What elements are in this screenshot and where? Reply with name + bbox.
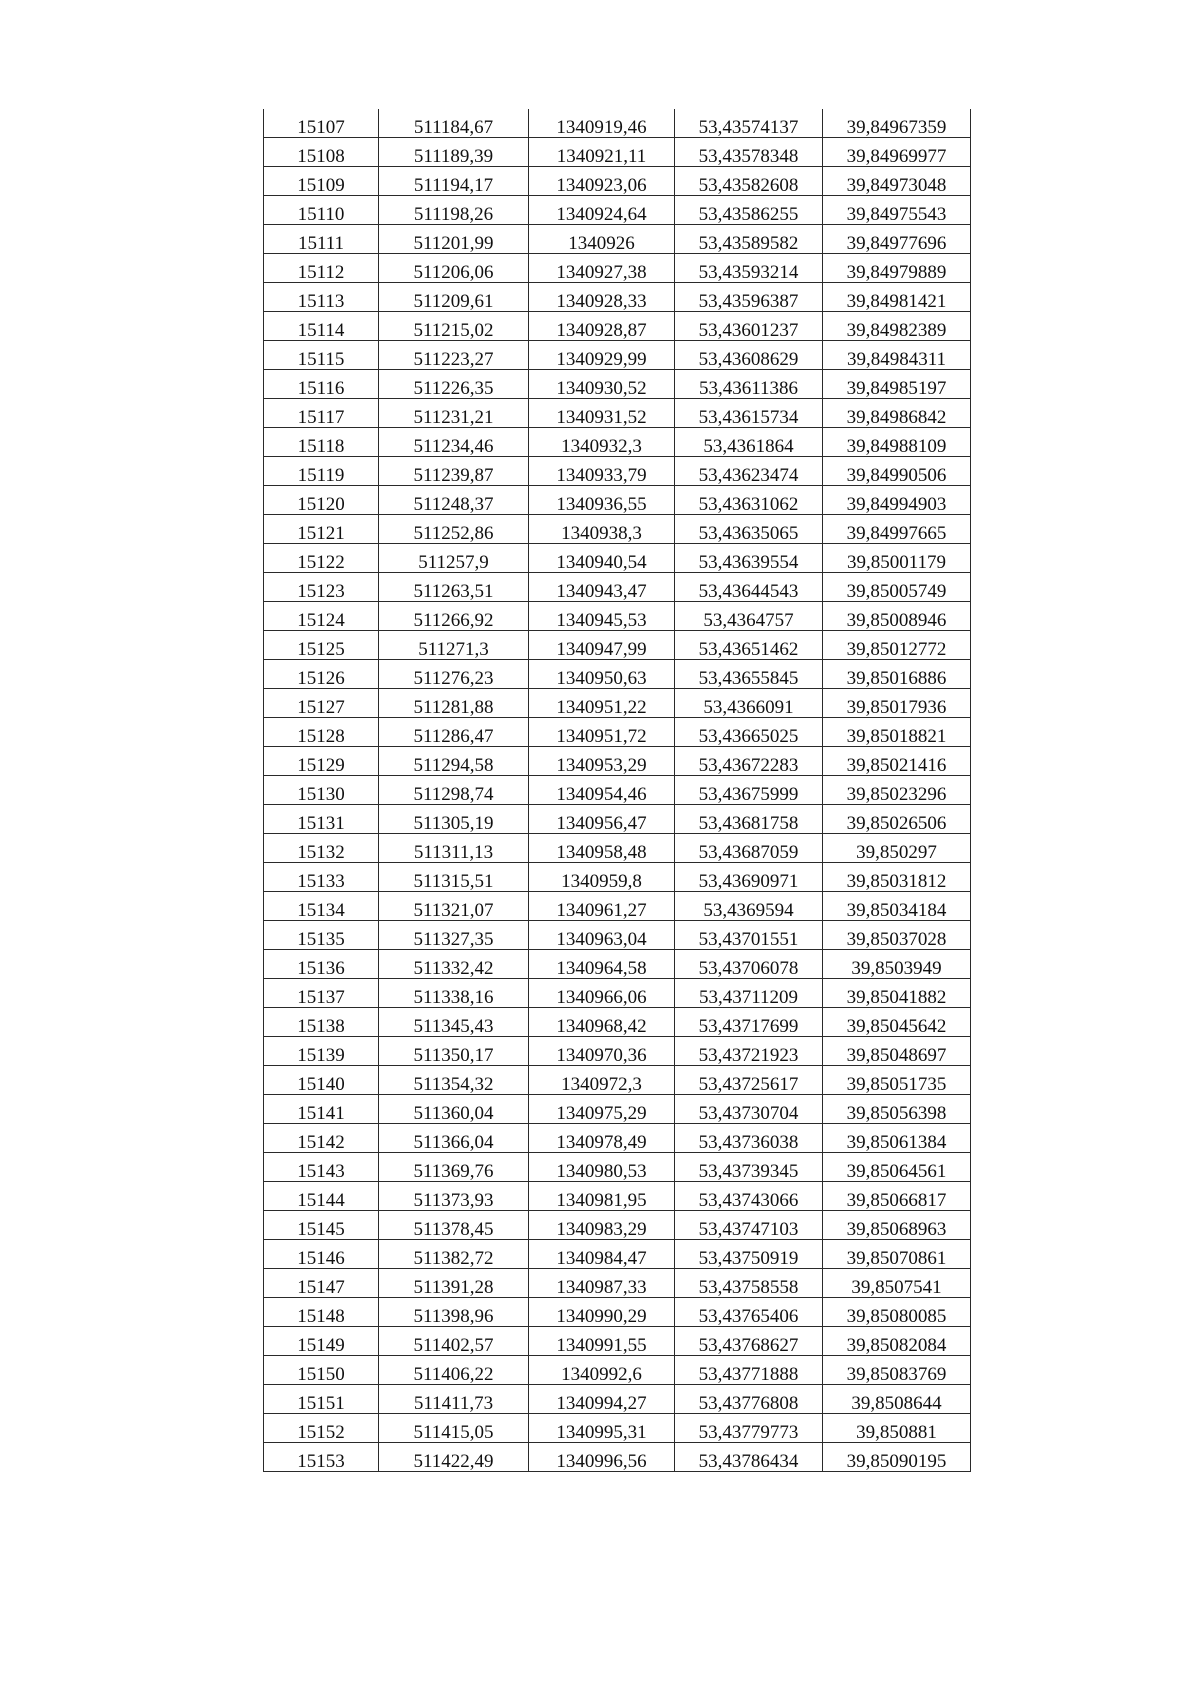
x-coordinate-cell: 511276,23 — [379, 660, 529, 689]
latitude-cell: 53,43623474 — [675, 457, 823, 486]
table-row — [264, 834, 971, 863]
y-coordinate-cell: 1340954,46 — [529, 776, 675, 805]
y-coordinate-cell: 1340991,55 — [529, 1327, 675, 1356]
table-row — [264, 631, 971, 660]
point-number-cell: 15149 — [264, 1327, 379, 1356]
y-coordinate-cell: 1340958,48 — [529, 834, 675, 863]
latitude-cell: 53,43655845 — [675, 660, 823, 689]
x-coordinate-cell: 511373,93 — [379, 1182, 529, 1211]
point-number-cell: 15116 — [264, 370, 379, 399]
y-coordinate-cell: 1340926 — [529, 225, 675, 254]
point-number-cell: 15138 — [264, 1008, 379, 1037]
y-coordinate-cell: 1340951,22 — [529, 689, 675, 718]
latitude-cell: 53,43665025 — [675, 718, 823, 747]
longitude-cell: 39,84984311 — [823, 341, 971, 370]
latitude-cell: 53,43771888 — [675, 1356, 823, 1385]
y-coordinate-cell: 1340994,27 — [529, 1385, 675, 1414]
latitude-cell: 53,43758558 — [675, 1269, 823, 1298]
point-number-cell: 15123 — [264, 573, 379, 602]
latitude-cell: 53,4366091 — [675, 689, 823, 718]
x-coordinate-cell: 511415,05 — [379, 1414, 529, 1443]
latitude-cell: 53,43644543 — [675, 573, 823, 602]
y-coordinate-cell: 1340945,53 — [529, 602, 675, 631]
y-coordinate-cell: 1340930,52 — [529, 370, 675, 399]
table-row — [264, 689, 971, 718]
x-coordinate-cell: 511305,19 — [379, 805, 529, 834]
table-row — [264, 602, 971, 631]
longitude-cell: 39,85012772 — [823, 631, 971, 660]
table-row — [264, 1385, 971, 1414]
point-number-cell: 15117 — [264, 399, 379, 428]
point-number-cell: 15124 — [264, 602, 379, 631]
x-coordinate-cell: 511281,88 — [379, 689, 529, 718]
table-row — [264, 196, 971, 225]
latitude-cell: 53,43681758 — [675, 805, 823, 834]
longitude-cell: 39,84985197 — [823, 370, 971, 399]
longitude-cell: 39,85021416 — [823, 747, 971, 776]
point-number-cell: 15122 — [264, 544, 379, 573]
x-coordinate-cell: 511402,57 — [379, 1327, 529, 1356]
latitude-cell: 53,43701551 — [675, 921, 823, 950]
longitude-cell: 39,85082084 — [823, 1327, 971, 1356]
y-coordinate-cell: 1340927,38 — [529, 254, 675, 283]
longitude-cell: 39,85051735 — [823, 1066, 971, 1095]
point-number-cell: 15151 — [264, 1385, 379, 1414]
x-coordinate-cell: 511332,42 — [379, 950, 529, 979]
y-coordinate-cell: 1340966,06 — [529, 979, 675, 1008]
y-coordinate-cell: 1340983,29 — [529, 1211, 675, 1240]
table-row — [264, 341, 971, 370]
x-coordinate-cell: 511184,67 — [379, 109, 529, 138]
table-row — [264, 573, 971, 602]
point-number-cell: 15111 — [264, 225, 379, 254]
point-number-cell: 15126 — [264, 660, 379, 689]
x-coordinate-cell: 511257,9 — [379, 544, 529, 573]
longitude-cell: 39,85061384 — [823, 1124, 971, 1153]
table-row — [264, 805, 971, 834]
point-number-cell: 15139 — [264, 1037, 379, 1066]
table-row — [264, 1327, 971, 1356]
y-coordinate-cell: 1340990,29 — [529, 1298, 675, 1327]
longitude-cell: 39,85045642 — [823, 1008, 971, 1037]
longitude-cell: 39,85023296 — [823, 776, 971, 805]
table-row — [264, 1008, 971, 1037]
latitude-cell: 53,43706078 — [675, 950, 823, 979]
longitude-cell: 39,84986842 — [823, 399, 971, 428]
latitude-cell: 53,43786434 — [675, 1443, 823, 1472]
longitude-cell: 39,85016886 — [823, 660, 971, 689]
y-coordinate-cell: 1340938,3 — [529, 515, 675, 544]
y-coordinate-cell: 1340953,29 — [529, 747, 675, 776]
x-coordinate-cell: 511223,27 — [379, 341, 529, 370]
x-coordinate-cell: 511327,35 — [379, 921, 529, 950]
y-coordinate-cell: 1340970,36 — [529, 1037, 675, 1066]
point-number-cell: 15130 — [264, 776, 379, 805]
point-number-cell: 15137 — [264, 979, 379, 1008]
table-row — [264, 225, 971, 254]
latitude-cell: 53,43711209 — [675, 979, 823, 1008]
table-row — [264, 515, 971, 544]
longitude-cell: 39,85070861 — [823, 1240, 971, 1269]
latitude-cell: 53,43736038 — [675, 1124, 823, 1153]
latitude-cell: 53,43601237 — [675, 312, 823, 341]
point-number-cell: 15119 — [264, 457, 379, 486]
y-coordinate-cell: 1340959,8 — [529, 863, 675, 892]
x-coordinate-cell: 511321,07 — [379, 892, 529, 921]
table-row — [264, 1356, 971, 1385]
latitude-cell: 53,43631062 — [675, 486, 823, 515]
longitude-cell: 39,84982389 — [823, 312, 971, 341]
table-row — [264, 428, 971, 457]
latitude-cell: 53,43582608 — [675, 167, 823, 196]
point-number-cell: 15152 — [264, 1414, 379, 1443]
longitude-cell: 39,85005749 — [823, 573, 971, 602]
y-coordinate-cell: 1340950,63 — [529, 660, 675, 689]
x-coordinate-cell: 511294,58 — [379, 747, 529, 776]
table-row — [264, 863, 971, 892]
point-number-cell: 15143 — [264, 1153, 379, 1182]
y-coordinate-cell: 1340919,46 — [529, 109, 675, 138]
y-coordinate-cell: 1340929,99 — [529, 341, 675, 370]
latitude-cell: 53,43768627 — [675, 1327, 823, 1356]
longitude-cell: 39,85017936 — [823, 689, 971, 718]
latitude-cell: 53,43639554 — [675, 544, 823, 573]
latitude-cell: 53,43743066 — [675, 1182, 823, 1211]
x-coordinate-cell: 511350,17 — [379, 1037, 529, 1066]
table-row — [264, 1298, 971, 1327]
latitude-cell: 53,43739345 — [675, 1153, 823, 1182]
table-row — [264, 1211, 971, 1240]
table-row — [264, 776, 971, 805]
longitude-cell: 39,85018821 — [823, 718, 971, 747]
point-number-cell: 15141 — [264, 1095, 379, 1124]
latitude-cell: 53,43717699 — [675, 1008, 823, 1037]
table-row — [264, 718, 971, 747]
table-row — [264, 486, 971, 515]
point-number-cell: 15115 — [264, 341, 379, 370]
latitude-cell: 53,43779773 — [675, 1414, 823, 1443]
longitude-cell: 39,84973048 — [823, 167, 971, 196]
latitude-cell: 53,43615734 — [675, 399, 823, 428]
latitude-cell: 53,43586255 — [675, 196, 823, 225]
point-number-cell: 15125 — [264, 631, 379, 660]
point-number-cell: 15135 — [264, 921, 379, 950]
longitude-cell: 39,85080085 — [823, 1298, 971, 1327]
y-coordinate-cell: 1340972,3 — [529, 1066, 675, 1095]
latitude-cell: 53,43589582 — [675, 225, 823, 254]
x-coordinate-cell: 511411,73 — [379, 1385, 529, 1414]
y-coordinate-cell: 1340995,31 — [529, 1414, 675, 1443]
latitude-cell: 53,43750919 — [675, 1240, 823, 1269]
longitude-cell: 39,85056398 — [823, 1095, 971, 1124]
latitude-cell: 53,43776808 — [675, 1385, 823, 1414]
point-number-cell: 15108 — [264, 138, 379, 167]
table-row — [264, 892, 971, 921]
x-coordinate-cell: 511366,04 — [379, 1124, 529, 1153]
point-number-cell: 15134 — [264, 892, 379, 921]
point-number-cell: 15121 — [264, 515, 379, 544]
x-coordinate-cell: 511286,47 — [379, 718, 529, 747]
longitude-cell: 39,84988109 — [823, 428, 971, 457]
latitude-cell: 53,43574137 — [675, 109, 823, 138]
longitude-cell: 39,84990506 — [823, 457, 971, 486]
x-coordinate-cell: 511398,96 — [379, 1298, 529, 1327]
latitude-cell: 53,43672283 — [675, 747, 823, 776]
y-coordinate-cell: 1340975,29 — [529, 1095, 675, 1124]
latitude-cell: 53,43596387 — [675, 283, 823, 312]
x-coordinate-cell: 511239,87 — [379, 457, 529, 486]
longitude-cell: 39,8503949 — [823, 950, 971, 979]
point-number-cell: 15132 — [264, 834, 379, 863]
x-coordinate-cell: 511298,74 — [379, 776, 529, 805]
point-number-cell: 15142 — [264, 1124, 379, 1153]
x-coordinate-cell: 511234,46 — [379, 428, 529, 457]
table-row — [264, 950, 971, 979]
longitude-cell: 39,85064561 — [823, 1153, 971, 1182]
latitude-cell: 53,43747103 — [675, 1211, 823, 1240]
x-coordinate-cell: 511406,22 — [379, 1356, 529, 1385]
latitude-cell: 53,43765406 — [675, 1298, 823, 1327]
y-coordinate-cell: 1340981,95 — [529, 1182, 675, 1211]
longitude-cell: 39,850297 — [823, 834, 971, 863]
longitude-cell: 39,85034184 — [823, 892, 971, 921]
longitude-cell: 39,85068963 — [823, 1211, 971, 1240]
table-row — [264, 979, 971, 1008]
table-row — [264, 370, 971, 399]
x-coordinate-cell: 511263,51 — [379, 573, 529, 602]
x-coordinate-cell: 511422,49 — [379, 1443, 529, 1472]
y-coordinate-cell: 1340996,56 — [529, 1443, 675, 1472]
table-row — [264, 1037, 971, 1066]
point-number-cell: 15145 — [264, 1211, 379, 1240]
y-coordinate-cell: 1340923,06 — [529, 167, 675, 196]
table-row — [264, 660, 971, 689]
x-coordinate-cell: 511391,28 — [379, 1269, 529, 1298]
coordinates-table-body — [264, 109, 971, 1472]
y-coordinate-cell: 1340980,53 — [529, 1153, 675, 1182]
x-coordinate-cell: 511226,35 — [379, 370, 529, 399]
longitude-cell: 39,84975543 — [823, 196, 971, 225]
x-coordinate-cell: 511252,86 — [379, 515, 529, 544]
point-number-cell: 15118 — [264, 428, 379, 457]
x-coordinate-cell: 511315,51 — [379, 863, 529, 892]
longitude-cell: 39,85066817 — [823, 1182, 971, 1211]
x-coordinate-cell: 511189,39 — [379, 138, 529, 167]
table-row — [264, 138, 971, 167]
table-row — [264, 1095, 971, 1124]
longitude-cell: 39,85026506 — [823, 805, 971, 834]
table-row — [264, 1182, 971, 1211]
x-coordinate-cell: 511311,13 — [379, 834, 529, 863]
y-coordinate-cell: 1340956,47 — [529, 805, 675, 834]
point-number-cell: 15129 — [264, 747, 379, 776]
point-number-cell: 15110 — [264, 196, 379, 225]
point-number-cell: 15140 — [264, 1066, 379, 1095]
y-coordinate-cell: 1340968,42 — [529, 1008, 675, 1037]
y-coordinate-cell: 1340963,04 — [529, 921, 675, 950]
table-row — [264, 399, 971, 428]
table-row — [264, 254, 971, 283]
point-number-cell: 15128 — [264, 718, 379, 747]
y-coordinate-cell: 1340921,11 — [529, 138, 675, 167]
point-number-cell: 15148 — [264, 1298, 379, 1327]
table-row — [264, 1153, 971, 1182]
x-coordinate-cell: 511345,43 — [379, 1008, 529, 1037]
y-coordinate-cell: 1340928,33 — [529, 283, 675, 312]
x-coordinate-cell: 511209,61 — [379, 283, 529, 312]
x-coordinate-cell: 511206,06 — [379, 254, 529, 283]
y-coordinate-cell: 1340932,3 — [529, 428, 675, 457]
longitude-cell: 39,85001179 — [823, 544, 971, 573]
latitude-cell: 53,43690971 — [675, 863, 823, 892]
latitude-cell: 53,43725617 — [675, 1066, 823, 1095]
latitude-cell: 53,43721923 — [675, 1037, 823, 1066]
latitude-cell: 53,4369594 — [675, 892, 823, 921]
table-row — [264, 544, 971, 573]
table-row — [264, 167, 971, 196]
y-coordinate-cell: 1340964,58 — [529, 950, 675, 979]
point-number-cell: 15107 — [264, 109, 379, 138]
longitude-cell: 39,85090195 — [823, 1443, 971, 1472]
x-coordinate-cell: 511354,32 — [379, 1066, 529, 1095]
latitude-cell: 53,43651462 — [675, 631, 823, 660]
point-number-cell: 15114 — [264, 312, 379, 341]
longitude-cell: 39,8507541 — [823, 1269, 971, 1298]
y-coordinate-cell: 1340978,49 — [529, 1124, 675, 1153]
point-number-cell: 15136 — [264, 950, 379, 979]
table-row — [264, 109, 971, 138]
latitude-cell: 53,43608629 — [675, 341, 823, 370]
y-coordinate-cell: 1340933,79 — [529, 457, 675, 486]
x-coordinate-cell: 511198,26 — [379, 196, 529, 225]
y-coordinate-cell: 1340951,72 — [529, 718, 675, 747]
point-number-cell: 15147 — [264, 1269, 379, 1298]
latitude-cell: 53,43593214 — [675, 254, 823, 283]
longitude-cell: 39,85083769 — [823, 1356, 971, 1385]
coordinates-table — [263, 109, 971, 1472]
table-row — [264, 457, 971, 486]
y-coordinate-cell: 1340940,54 — [529, 544, 675, 573]
point-number-cell: 15113 — [264, 283, 379, 312]
longitude-cell: 39,85031812 — [823, 863, 971, 892]
latitude-cell: 53,4364757 — [675, 602, 823, 631]
y-coordinate-cell: 1340924,64 — [529, 196, 675, 225]
table-row — [264, 283, 971, 312]
point-number-cell: 15112 — [264, 254, 379, 283]
point-number-cell: 15120 — [264, 486, 379, 515]
y-coordinate-cell: 1340961,27 — [529, 892, 675, 921]
longitude-cell: 39,85008946 — [823, 602, 971, 631]
x-coordinate-cell: 511194,17 — [379, 167, 529, 196]
longitude-cell: 39,84969977 — [823, 138, 971, 167]
table-row — [264, 747, 971, 776]
longitude-cell: 39,84997665 — [823, 515, 971, 544]
point-number-cell: 15146 — [264, 1240, 379, 1269]
y-coordinate-cell: 1340992,6 — [529, 1356, 675, 1385]
x-coordinate-cell: 511382,72 — [379, 1240, 529, 1269]
longitude-cell: 39,84981421 — [823, 283, 971, 312]
table-row — [264, 312, 971, 341]
table-row — [264, 1066, 971, 1095]
table-row — [264, 1443, 971, 1472]
longitude-cell: 39,8508644 — [823, 1385, 971, 1414]
latitude-cell: 53,43611386 — [675, 370, 823, 399]
longitude-cell: 39,85048697 — [823, 1037, 971, 1066]
x-coordinate-cell: 511338,16 — [379, 979, 529, 1008]
table-row — [264, 1240, 971, 1269]
latitude-cell: 53,43675999 — [675, 776, 823, 805]
latitude-cell: 53,43578348 — [675, 138, 823, 167]
longitude-cell: 39,84979889 — [823, 254, 971, 283]
point-number-cell: 15131 — [264, 805, 379, 834]
point-number-cell: 15153 — [264, 1443, 379, 1472]
point-number-cell: 15144 — [264, 1182, 379, 1211]
x-coordinate-cell: 511215,02 — [379, 312, 529, 341]
x-coordinate-cell: 511369,76 — [379, 1153, 529, 1182]
y-coordinate-cell: 1340928,87 — [529, 312, 675, 341]
longitude-cell: 39,84994903 — [823, 486, 971, 515]
table-row — [264, 1124, 971, 1153]
latitude-cell: 53,4361864 — [675, 428, 823, 457]
x-coordinate-cell: 511271,3 — [379, 631, 529, 660]
table-row — [264, 921, 971, 950]
y-coordinate-cell: 1340936,55 — [529, 486, 675, 515]
latitude-cell: 53,43687059 — [675, 834, 823, 863]
y-coordinate-cell: 1340984,47 — [529, 1240, 675, 1269]
y-coordinate-cell: 1340943,47 — [529, 573, 675, 602]
latitude-cell: 53,43730704 — [675, 1095, 823, 1124]
x-coordinate-cell: 511201,99 — [379, 225, 529, 254]
x-coordinate-cell: 511360,04 — [379, 1095, 529, 1124]
longitude-cell: 39,84977696 — [823, 225, 971, 254]
table-row — [264, 1269, 971, 1298]
point-number-cell: 15127 — [264, 689, 379, 718]
x-coordinate-cell: 511231,21 — [379, 399, 529, 428]
y-coordinate-cell: 1340931,52 — [529, 399, 675, 428]
longitude-cell: 39,85041882 — [823, 979, 971, 1008]
y-coordinate-cell: 1340987,33 — [529, 1269, 675, 1298]
x-coordinate-cell: 511266,92 — [379, 602, 529, 631]
x-coordinate-cell: 511248,37 — [379, 486, 529, 515]
longitude-cell: 39,850881 — [823, 1414, 971, 1443]
longitude-cell: 39,84967359 — [823, 109, 971, 138]
x-coordinate-cell: 511378,45 — [379, 1211, 529, 1240]
point-number-cell: 15150 — [264, 1356, 379, 1385]
longitude-cell: 39,85037028 — [823, 921, 971, 950]
latitude-cell: 53,43635065 — [675, 515, 823, 544]
table-row — [264, 1414, 971, 1443]
y-coordinate-cell: 1340947,99 — [529, 631, 675, 660]
point-number-cell: 15109 — [264, 167, 379, 196]
point-number-cell: 15133 — [264, 863, 379, 892]
